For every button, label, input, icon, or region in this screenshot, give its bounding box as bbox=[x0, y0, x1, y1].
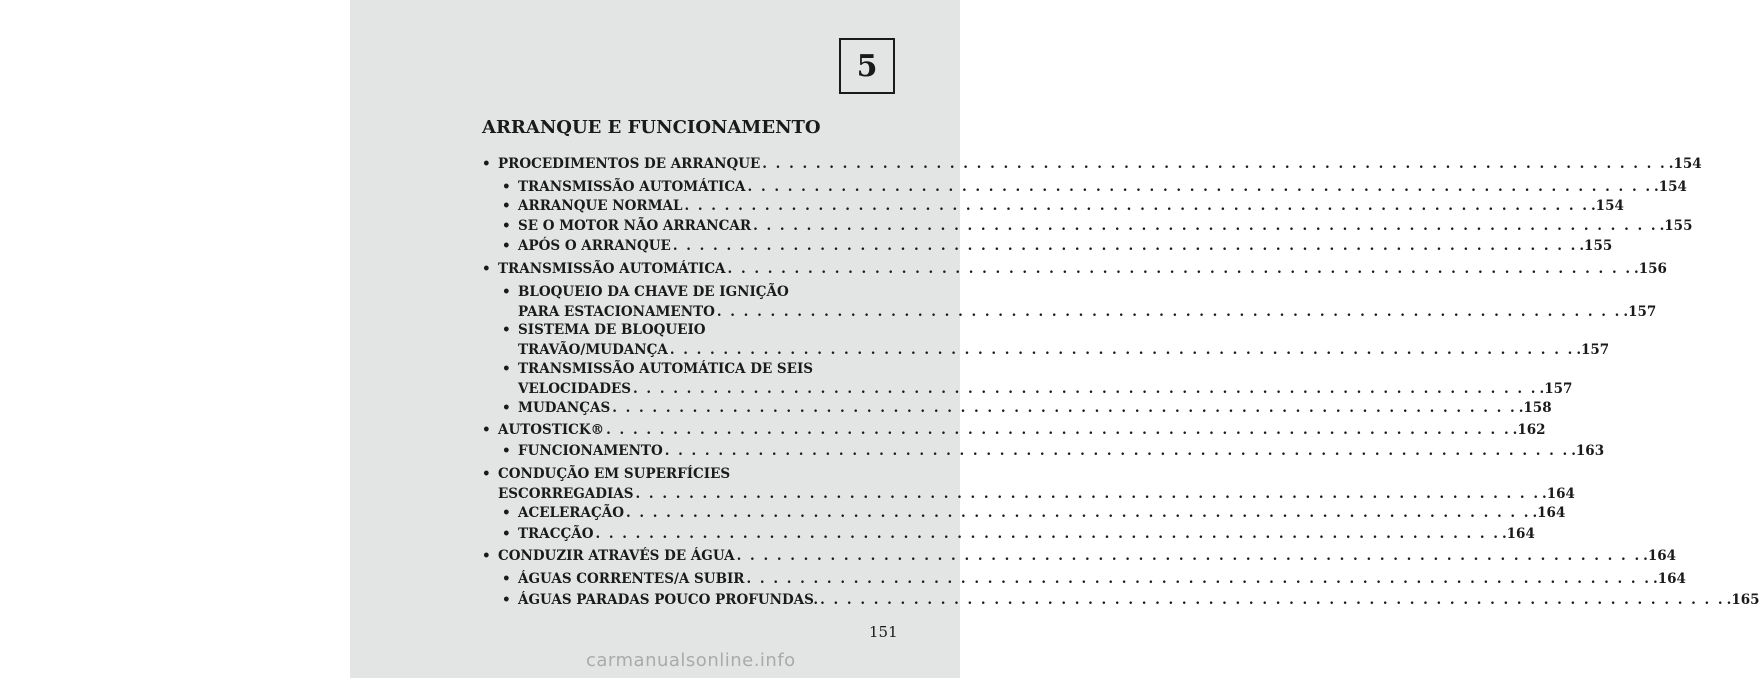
bullet-icon: • bbox=[502, 198, 511, 214]
toc-entry-page: .156 bbox=[1634, 261, 1667, 277]
manual-page bbox=[350, 0, 1760, 678]
toc-entry[interactable] bbox=[502, 398, 1552, 418]
toc-entry[interactable] bbox=[482, 259, 1667, 279]
toc-entry[interactable] bbox=[482, 420, 1546, 440]
toc-entry[interactable] bbox=[502, 282, 1657, 322]
toc-entry-title: FUNCIONAMENTO bbox=[518, 443, 663, 459]
toc-entry-page: .155 bbox=[1659, 218, 1693, 234]
bullet-icon: • bbox=[482, 548, 491, 564]
toc-entry-page: .158 bbox=[1518, 400, 1552, 416]
bullet-icon: • bbox=[502, 361, 511, 377]
toc-entry-title: CONDUÇÃO EM SUPERFÍCIES bbox=[498, 466, 731, 482]
bullet-icon: • bbox=[502, 592, 511, 608]
toc-entry[interactable] bbox=[502, 524, 1535, 544]
toc-entry[interactable] bbox=[502, 359, 1573, 399]
toc-entry-page: .163 bbox=[1571, 443, 1605, 459]
toc-entry-title: TRANSMISSÃO AUTOMÁTICA bbox=[518, 179, 746, 195]
toc-entry[interactable] bbox=[502, 236, 1613, 256]
blank-left-page bbox=[0, 0, 350, 678]
dot-leader bbox=[737, 546, 1642, 566]
chapter-number: 5 bbox=[856, 48, 878, 84]
toc-entry-title: SE O MOTOR NÃO ARRANCAR bbox=[518, 218, 752, 234]
toc-entry-title: PARA ESTACIONAMENTO bbox=[518, 304, 715, 320]
bullet-icon: • bbox=[502, 218, 511, 234]
dot-leader bbox=[748, 177, 1653, 197]
toc-entry[interactable] bbox=[502, 196, 1624, 216]
toc-entry-title: TRAVÃO/MUDANÇA bbox=[518, 342, 668, 358]
dot-leader bbox=[626, 503, 1531, 523]
toc-entry[interactable] bbox=[502, 216, 1693, 236]
dot-leader bbox=[612, 398, 1517, 418]
bullet-icon: • bbox=[502, 284, 511, 300]
toc-entry-page: .155 bbox=[1579, 238, 1613, 254]
bullet-icon: • bbox=[502, 322, 511, 338]
toc-entry-title: ARRANQUE NORMAL bbox=[518, 198, 683, 214]
dot-leader bbox=[606, 420, 1511, 440]
toc-entry-page: .165 bbox=[1726, 592, 1760, 608]
bullet-icon: • bbox=[482, 422, 491, 438]
toc-entry-title: VELOCIDADES bbox=[518, 381, 632, 397]
bullet-icon: • bbox=[482, 466, 491, 482]
dot-leader bbox=[636, 484, 1541, 504]
toc-entry-title: BLOQUEIO DA CHAVE DE IGNIÇÃO bbox=[518, 284, 789, 300]
toc-entry-page: .164 bbox=[1653, 571, 1686, 587]
toc-entry-title: CONDUZIR ATRAVÉS DE ÁGUA bbox=[498, 548, 735, 564]
toc-entry-page: .157 bbox=[1539, 381, 1573, 397]
dot-leader bbox=[717, 302, 1622, 322]
toc-entry-title: PROCEDIMENTOS DE ARRANQUE bbox=[498, 156, 761, 172]
toc-entry-title: AUTOSTICK® bbox=[498, 422, 605, 438]
bullet-icon: • bbox=[482, 261, 491, 277]
dot-leader bbox=[747, 569, 1652, 589]
toc-entry[interactable] bbox=[502, 503, 1566, 523]
toc-entry-page: .157 bbox=[1576, 342, 1610, 358]
dot-leader bbox=[820, 590, 1725, 610]
section-title: ARRANQUE E FUNCIONAMENTO bbox=[482, 117, 821, 138]
toc-entry-page: .162 bbox=[1512, 422, 1546, 438]
bullet-icon: • bbox=[502, 238, 511, 254]
dot-leader bbox=[665, 441, 1570, 461]
toc-entry-page: .154 bbox=[1668, 156, 1702, 172]
toc-entry-title: TRANSMISSÃO AUTOMÁTICA bbox=[498, 261, 726, 277]
toc-entry-title: TRACÇÃO bbox=[518, 526, 594, 542]
toc-entry[interactable] bbox=[502, 590, 1760, 610]
bullet-icon: • bbox=[502, 571, 511, 587]
bullet-icon: • bbox=[502, 505, 511, 521]
dot-leader bbox=[595, 524, 1500, 544]
toc-entry-title: ÁGUAS PARADAS POUCO PROFUNDAS. bbox=[518, 592, 819, 608]
dot-leader bbox=[673, 236, 1578, 256]
toc-entry-title: ÁGUAS CORRENTES/A SUBIR bbox=[518, 571, 745, 587]
dot-leader bbox=[728, 259, 1633, 279]
bullet-icon: • bbox=[502, 526, 511, 542]
toc-entry-page: .164 bbox=[1643, 548, 1677, 564]
toc-entry[interactable] bbox=[502, 320, 1610, 360]
toc-entry-page: .164 bbox=[1501, 526, 1535, 542]
toc-entry-title: TRANSMISSÃO AUTOMÁTICA DE SEIS bbox=[518, 361, 814, 377]
dot-leader bbox=[684, 196, 1589, 216]
toc-entry[interactable] bbox=[482, 464, 1575, 504]
dot-leader bbox=[670, 340, 1575, 360]
bullet-icon: • bbox=[502, 443, 511, 459]
page-number: 151 bbox=[869, 623, 898, 641]
toc-entry-title: ESCORREGADIAS bbox=[498, 486, 634, 502]
toc-entry-title: MUDANÇAS bbox=[518, 400, 611, 416]
toc-entry-page: .164 bbox=[1532, 505, 1566, 521]
toc-entry-page: .154 bbox=[1590, 198, 1624, 214]
dot-leader bbox=[762, 154, 1667, 174]
toc-entry[interactable] bbox=[502, 177, 1687, 197]
toc-entry-page: .154 bbox=[1654, 179, 1687, 195]
toc-entry[interactable] bbox=[502, 441, 1605, 461]
toc-entry[interactable] bbox=[482, 546, 1677, 566]
dot-leader bbox=[753, 216, 1658, 236]
toc-entry-page: .157 bbox=[1623, 304, 1657, 320]
bullet-icon: • bbox=[502, 179, 511, 195]
chapter-number-box bbox=[839, 38, 895, 94]
toc-entry-title: APÓS O ARRANQUE bbox=[518, 238, 671, 254]
toc-entry-title: ACELERAÇÃO bbox=[518, 505, 624, 521]
bullet-icon: • bbox=[502, 400, 511, 416]
watermark: carmanualsonline.info bbox=[586, 650, 796, 671]
toc-entry[interactable] bbox=[482, 154, 1702, 174]
toc-entry[interactable] bbox=[502, 569, 1686, 589]
toc-entry-title: SISTEMA DE BLOQUEIO bbox=[518, 322, 706, 338]
toc-entry-page: .164 bbox=[1542, 486, 1575, 502]
bullet-icon: • bbox=[482, 156, 491, 172]
dot-leader bbox=[633, 379, 1538, 399]
